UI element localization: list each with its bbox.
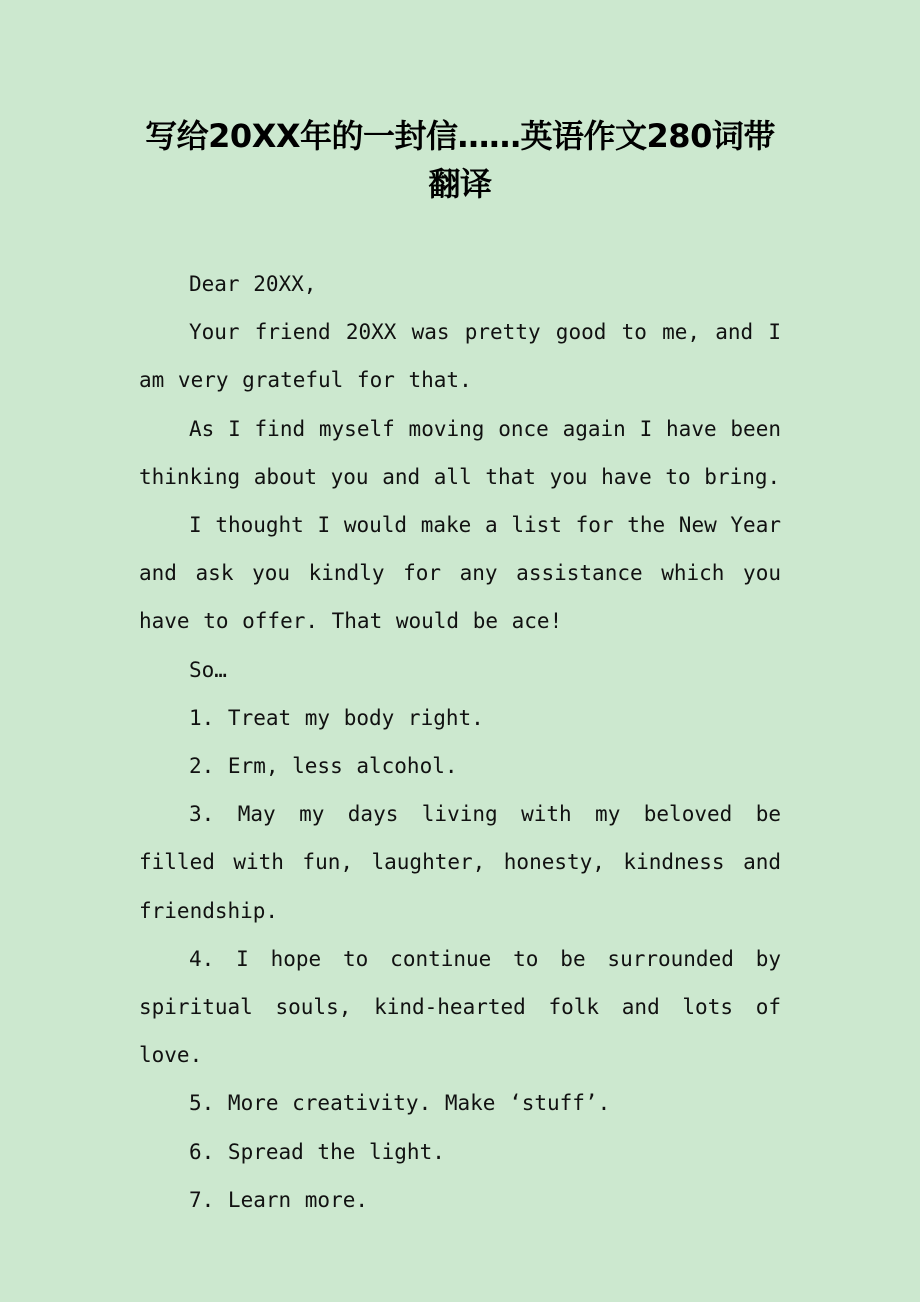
list-item: 3. May my days living with my beloved be filled with fun, laughter, honesty, kindness and friendship. <box>139 802 781 923</box>
letter-paragraph: Your friend 20XX was pretty good to me, and I am very grateful for that. <box>139 320 781 393</box>
letter-paragraph: As I find myself moving once again I have been thinking about you and all that you have to bring. <box>139 416 781 489</box>
letter-paragraph: So… <box>189 657 227 682</box>
list-item: 6. Spread the light. <box>189 1139 445 1164</box>
list-item: 4. I hope to continue to be surrounded by spiritual souls, kind-hearted folk and lots of love. <box>139 946 781 1068</box>
list-item: 7. Learn more. <box>189 1187 369 1212</box>
list-item: 5. More creativity. Make ‘stuff’. <box>189 1091 611 1116</box>
list-item: 2. Erm, less alcohol. <box>189 754 458 779</box>
letter-paragraph: I thought I would make a list for the New Year and ask you kindly for any assistance which you have to offer. That would be ace! <box>139 513 781 634</box>
greeting-paragraph: Dear 20XX, <box>189 272 317 296</box>
list-item: 1. Treat my body right. <box>189 705 484 730</box>
letter-body <box>139 260 781 1224</box>
document-title: 写给20XX年的一封信……英语作文280词带翻译 <box>145 117 775 203</box>
